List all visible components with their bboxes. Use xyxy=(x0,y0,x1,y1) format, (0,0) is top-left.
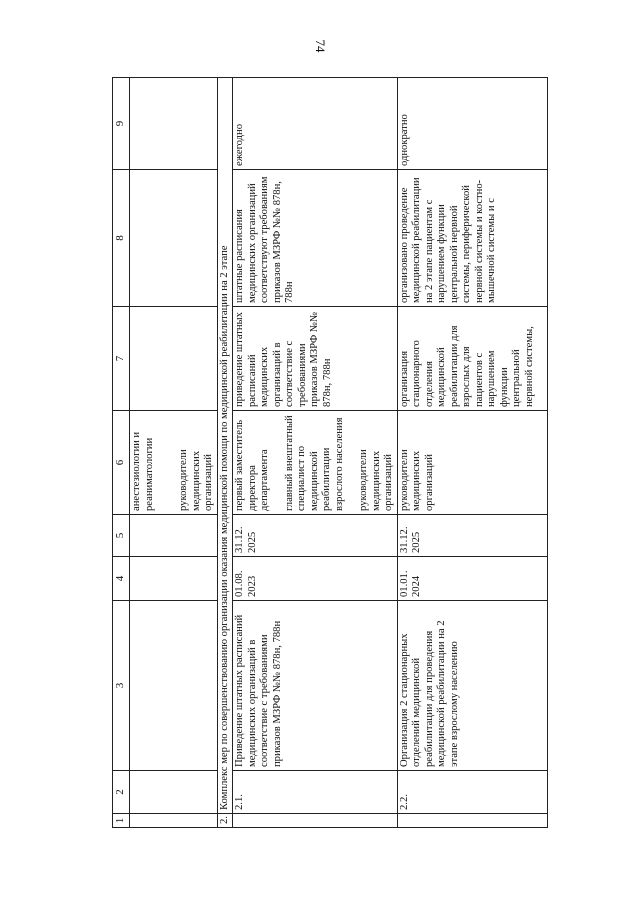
end-date: 31.12. 2025 xyxy=(397,515,547,557)
table-row xyxy=(233,78,398,828)
plan-table xyxy=(112,77,548,828)
table-row xyxy=(130,78,218,828)
header-cell: 8 xyxy=(113,170,130,307)
row-number: 2.2. xyxy=(397,771,547,814)
header-cell: 7 xyxy=(113,307,130,411)
indicator-cell: организовано проведение медицинской реабилитации на 2 этапе пациентам с нарушением функции центральной нервной системы, периферической нервной системы и костно-мышечной системы и с xyxy=(397,170,547,307)
header-cell: 5 xyxy=(113,515,130,557)
header-cell: 2 xyxy=(113,771,130,814)
task-cell: Организация 2 стационарных отделений медицинской реабилитации для проведения медицинской реабилитации на 2 этапе взрослому населению xyxy=(397,601,547,771)
result-cell: приведение штатных расписаний медицинских организаций в соответствие с требованиями приказов МЗРФ №№ 878н, 788н xyxy=(233,307,398,411)
indicator-cell: штатные расписания медицинских организаций соответствуют требованиям приказов МЗРФ №№ 878н, 788н xyxy=(233,170,398,307)
start-date: 01.08. 2023 xyxy=(233,557,398,601)
start-date: 01.01. 2024 xyxy=(397,557,547,601)
header-cell: 3 xyxy=(113,601,130,771)
result-cell: организация стационарного отделения медицинской реабилитации для взрослых для пациентов с нарушением функции центральной нервной системы, xyxy=(397,307,547,411)
period-cell: однократно xyxy=(397,78,547,170)
header-cell: 6 xyxy=(113,411,130,515)
task-cell: Приведение штатных расписаний медицинских организаций в соответствие с требованиями приказов МЗРФ №№ 878н, 788н xyxy=(233,601,398,771)
section-title: Комплекс мер по совершенствованию организации оказания медицинской помощи по медицинской реабилитации на 2 этапе xyxy=(217,78,233,814)
period-cell: ежегодно xyxy=(233,78,398,170)
header-row xyxy=(113,78,130,828)
responsible-text: руководители медицинских организаций xyxy=(358,449,394,511)
responsible-text: руководители медицинских организаций xyxy=(178,449,214,511)
responsible-text: главный внештатный специалист по медицинской реабилитации взрослого населения xyxy=(283,415,345,511)
page-number: 74 xyxy=(313,39,328,53)
header-cell: 9 xyxy=(113,78,130,170)
section-row xyxy=(217,78,233,828)
table-row xyxy=(397,78,547,828)
end-date: 31.12. 2025 xyxy=(233,515,398,557)
responsible-cell: руководители медицинских организаций xyxy=(397,411,547,515)
responsible-cell xyxy=(233,411,398,515)
responsible-text: первый заместитель директора департамента xyxy=(234,419,270,511)
header-cell: 1 xyxy=(113,814,130,828)
responsible-cell xyxy=(130,411,218,515)
section-number: 2. xyxy=(217,814,233,828)
responsible-text: анестезиологии и реаниматологии xyxy=(131,431,155,511)
header-cell: 4 xyxy=(113,557,130,601)
row-number: 2.1. xyxy=(233,771,398,814)
rotated-table-container xyxy=(112,78,597,828)
